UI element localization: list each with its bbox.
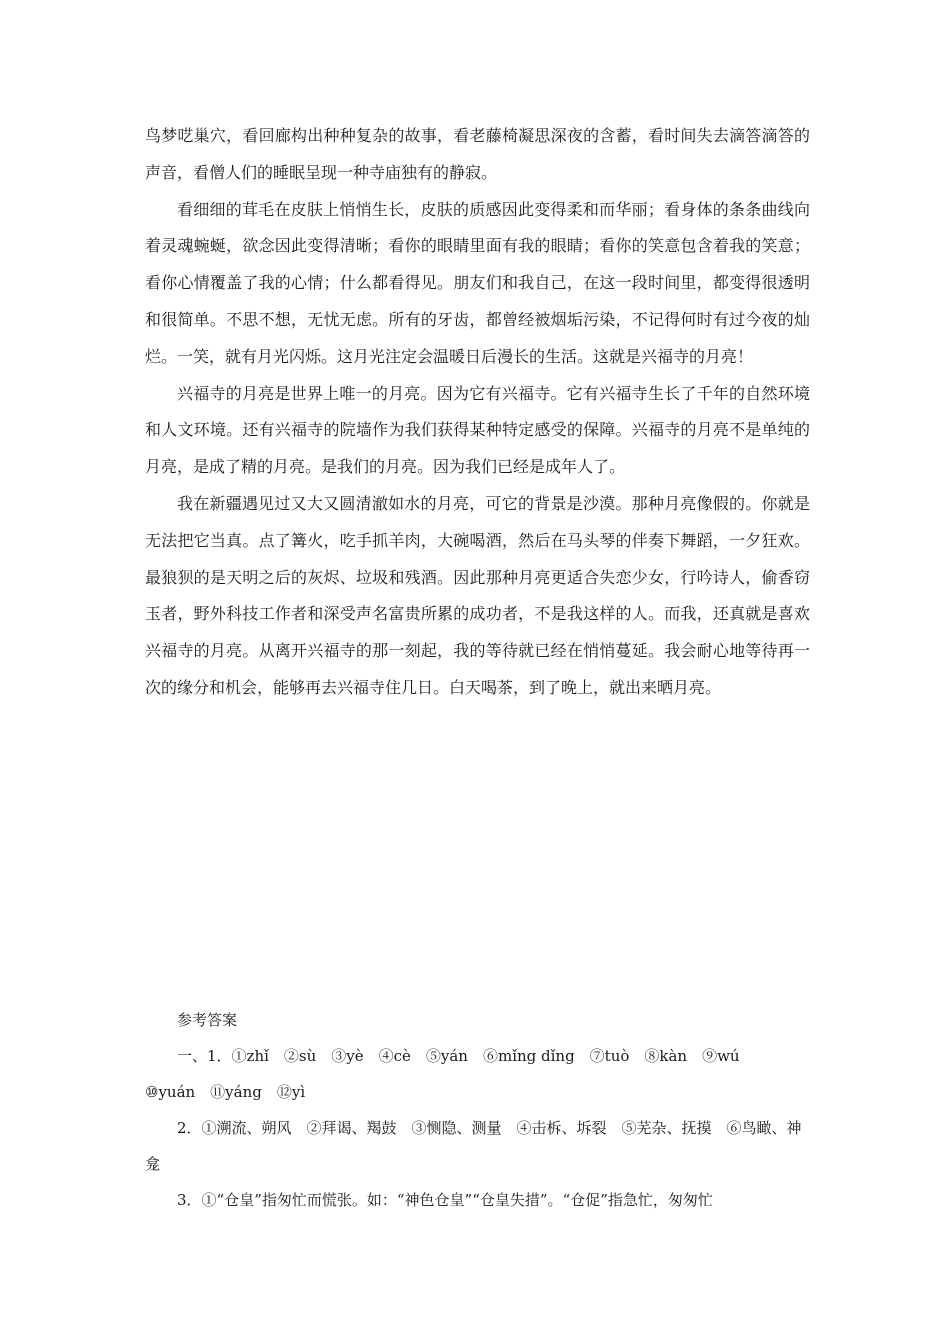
answer-q2: 2．①溯流、朔风 ②拜谒、羯鼓 ③恻隐、测量 ④击柝、坼裂 ⑤芜杂、抚摸 ⑥鸟瞰、神龛 [145, 1119, 802, 1173]
answer-title: 参考答案 [177, 1011, 238, 1029]
answer-q1-line1: 一、1．①zhǐ ②sù ③yè ④cè ⑤yán ⑥mǐng dǐng ⑦tuò ⑧kàn ⑨wú [177, 1047, 740, 1065]
answer-q3: 3．①“仓皇”指匆忙而慌张。如：“神色仓皇”“仓皇失措”。“仓促”指急忙，匆匆忙 [177, 1191, 713, 1209]
essay-body [145, 118, 810, 707]
essay-paragraph-4: 我在新疆遇见过又大又圆清澈如水的月亮，可它的背景是沙漠。那种月亮像假的。你就是无法把它当真。点了篝火，吃手抓羊肉，大碗喝酒，然后在马头琴的伴奏下舞蹈，一夕狂欢。最狼狈的是天明之后的灰烬、垃圾和残酒。因此那种月亮更适合失恋少女，行吟诗人，偷香窃玉者，野外科技工作者和深受声名富贵所累的成功者，不是我这样的人。而我，还真就是喜欢兴福寺的月亮。从离开兴福寺的那一刻起，我的等待就已经在悄悄蔓延。我会耐心地等待再一次的缘分和机会，能够再去兴福寺住几日。白天喝茶，到了晚上，就出来晒月亮。 [145, 493, 810, 697]
answer-q1-line2: ⑩yuán ⑪yáng ⑫yì [145, 1083, 306, 1101]
essay-paragraph-1: 鸟梦呓巢穴，看回廊构出种种复杂的故事，看老藤椅凝思深夜的含蓄，看时间失去滴答滴答的声音，看僧人们的睡眠呈现一种寺庙独有的静寂。 [145, 126, 810, 182]
essay-paragraph-3: 兴福寺的月亮是世界上唯一的月亮。因为它有兴福寺。它有兴福寺生长了千年的自然环境和人文环境。还有兴福寺的院墙作为我们获得某种特定感受的保障。兴福寺的月亮不是单纯的月亮，是成了精的月亮。是我们的月亮。因为我们已经是成年人了。 [145, 383, 810, 477]
essay-paragraph-2: 看细细的茸毛在皮肤上悄悄生长，皮肤的质感因此变得柔和而华丽；看身体的条条曲线向着灵魂蜿蜒，欲念因此变得清晰；看你的眼睛里面有我的眼睛；看你的笑意包含着我的笑意；看你心情覆盖了我的心情；什么都看得见。朋友们和我自己，在这一段时间里，都变得很透明和很简单。不思不想，无忧无虑。所有的牙齿，都曾经被烟垢污染，不记得何时有过今夜的灿烂。一笑，就有月光闪烁。这月光注定会温暖日后漫长的生活。这就是兴福寺的月亮！ [145, 199, 810, 366]
answer-section [145, 1002, 810, 1218]
